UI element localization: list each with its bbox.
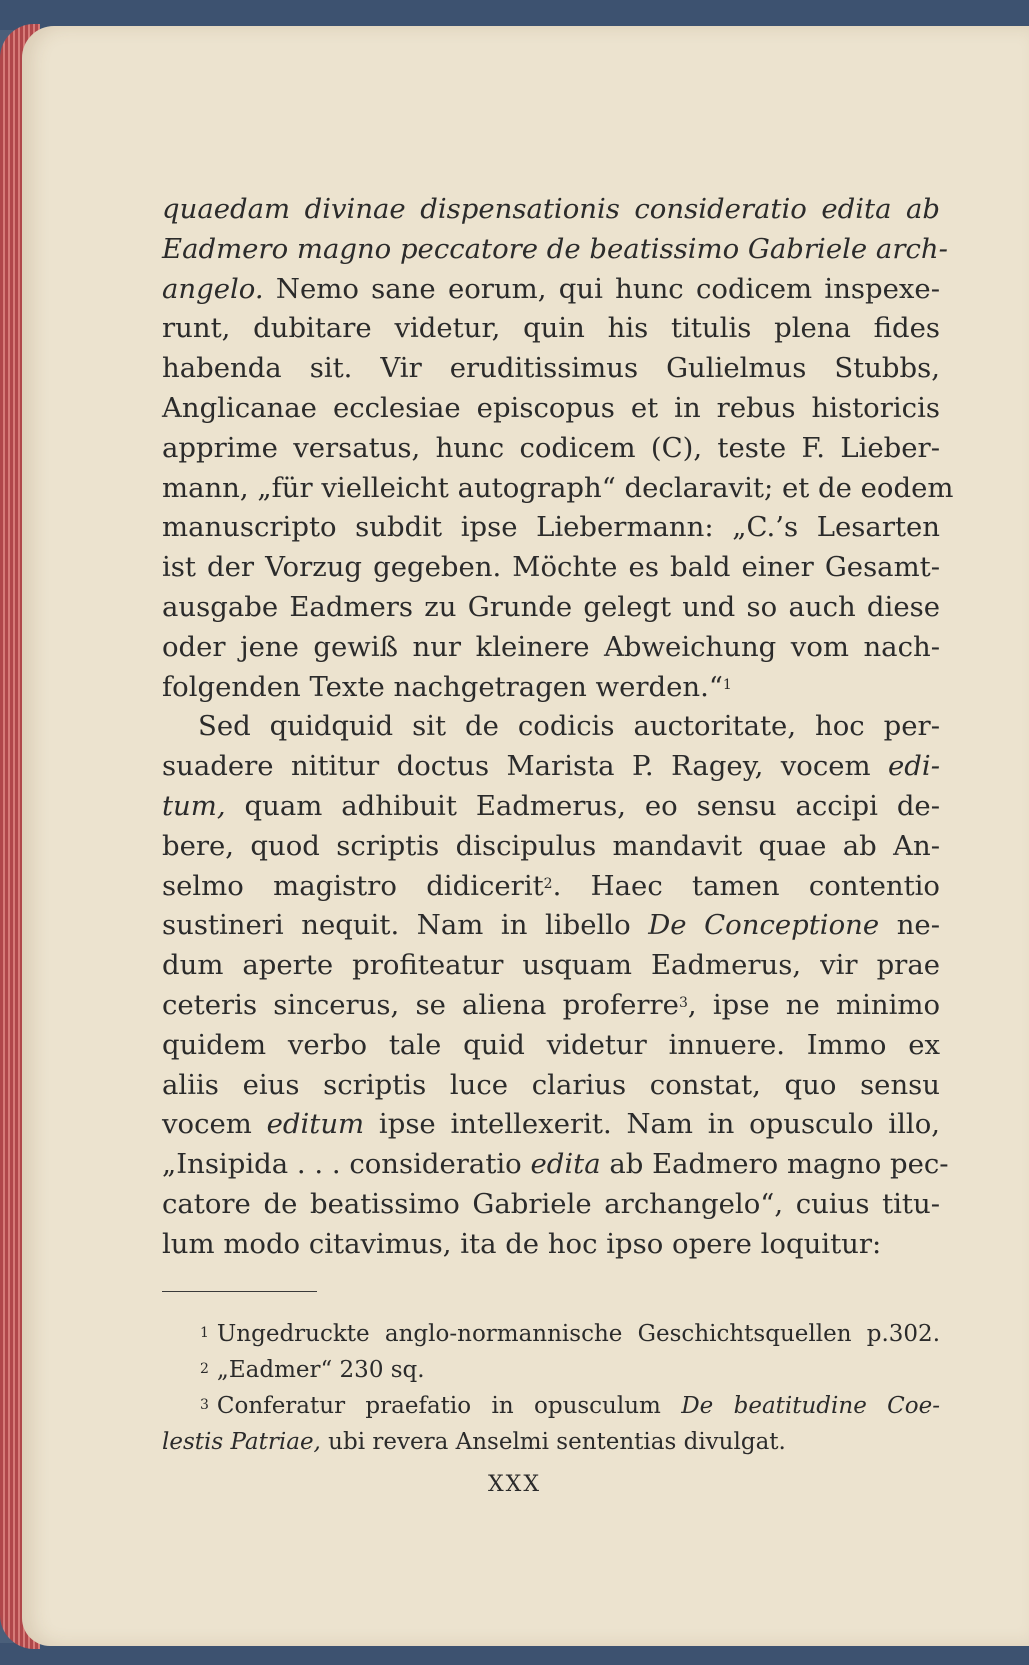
text-run: bere, quod scriptis discipulus mandavit quae ab An- xyxy=(162,829,940,862)
text-run: suadere nititur doctus Marista P. Ragey, vocem xyxy=(162,750,889,783)
text-line xyxy=(162,707,940,747)
text-line xyxy=(162,429,940,469)
body-text xyxy=(162,190,954,1265)
footnote-3-title-cont: lestis Patriae, xyxy=(162,1429,321,1455)
text-run: Nemo sane eorum, qui hunc codicem inspexe- xyxy=(263,272,940,305)
footnote-3-text-cont: ubi revera Anselmi sententias divulgat. xyxy=(320,1429,786,1455)
text-run: habenda sit. Vir eruditissimus Gulielmus Stubbs, xyxy=(162,352,940,385)
text-line xyxy=(162,1026,940,1066)
italic-text: De Conceptione xyxy=(648,909,880,942)
text-run: mann, „für vielleicht autograph“ declaravit; et de eodem xyxy=(162,471,954,504)
text-run: aliis eius scriptis luce clarius constat, quo sensu xyxy=(162,1068,940,1101)
footnote-ref: 1 xyxy=(722,676,732,693)
text-run: manuscripto subdit ipse Liebermann: „C.’s Lesarten xyxy=(162,511,940,544)
text-line xyxy=(162,588,940,628)
footnote-3-title: De beatitudine Coe- xyxy=(681,1393,940,1419)
text-line xyxy=(162,1145,949,1185)
footnote-3-continued xyxy=(162,1424,940,1460)
footnote-2 xyxy=(200,1352,940,1388)
text-run: ab Eadmero magno pec- xyxy=(600,1148,949,1181)
text-line xyxy=(162,349,940,389)
footnote-3-text: Conferatur praefatio in opusculum xyxy=(216,1393,682,1419)
text-line xyxy=(162,1185,940,1225)
text-run: ceteris sincerus, se aliena proferre xyxy=(162,988,679,1021)
text-run: , ipse ne minimo xyxy=(687,988,941,1021)
text-line xyxy=(162,1105,940,1145)
italic-text: Eadmero magno peccatore de beatissimo Gabriele arch- xyxy=(162,232,948,265)
text-line xyxy=(162,1225,940,1265)
text-run: oder jene gewiß nur kleinere Abweichung vom nach- xyxy=(162,630,940,663)
text-line xyxy=(162,787,940,827)
text-line xyxy=(162,827,940,867)
footnotes xyxy=(162,1316,940,1460)
text-line xyxy=(162,747,940,787)
footnote-ref: 2 xyxy=(543,875,553,892)
text-line xyxy=(162,628,940,668)
text-run: ist der Vorzug gegeben. Möchte es bald einer Gesamt- xyxy=(162,551,940,584)
text-run: sustineri nequit. Nam in libello xyxy=(162,909,649,942)
text-run: „Insipida . . . consideratio xyxy=(162,1148,531,1181)
text-line xyxy=(162,190,940,230)
text-run: folgenden Texte nachgetragen werden.“ xyxy=(162,670,723,703)
footnote-3 xyxy=(200,1388,940,1424)
text-run: ne- xyxy=(879,909,940,942)
text-line xyxy=(162,668,940,708)
book-cover-bottom xyxy=(0,1643,1029,1665)
text-line xyxy=(162,389,940,429)
text-run: ipse intellexerit. Nam in opusculo illo, xyxy=(364,1108,940,1141)
footnote-2-text: „Eadmer“ 230 sq. xyxy=(216,1357,425,1383)
footnote-3-number: 3 xyxy=(200,1397,209,1413)
text-run: Sed quidquid sit de codicis auctoritate, hoc per- xyxy=(198,710,940,743)
text-run: quam adhibuit Eadmerus, eo sensu accipi de- xyxy=(225,789,940,822)
text-run: ausgabe Eadmers zu Grunde gelegt und so auch diese xyxy=(162,590,940,623)
text-run: runt, dubitare videtur, quin his titulis plena fides xyxy=(162,312,940,345)
text-run: Anglicanae ecclesiae episcopus et in rebus historicis xyxy=(162,391,940,424)
footnote-2-number: 2 xyxy=(200,1361,209,1377)
text-line xyxy=(162,469,954,509)
footnote-1-number: 1 xyxy=(200,1325,209,1341)
page-number: XXX xyxy=(488,1472,541,1497)
italic-text: editum xyxy=(266,1108,365,1141)
footnote-1-text: Ungedruckte anglo-normannische Geschichtsquellen p.302. xyxy=(216,1321,940,1347)
italic-text: angelo. xyxy=(162,272,264,305)
text-run: quidem verbo tale quid videtur innuere. Immo ex xyxy=(162,1028,940,1061)
text-run: dum aperte profiteatur usquam Eadmerus, vir prae xyxy=(162,949,940,982)
footnote-ref: 3 xyxy=(678,994,688,1011)
text-run: vocem xyxy=(162,1108,267,1141)
text-line xyxy=(162,906,940,946)
text-line xyxy=(162,508,940,548)
footnote-rule xyxy=(162,1291,317,1292)
text-line xyxy=(162,309,940,349)
text-line xyxy=(162,548,940,588)
footnote-1 xyxy=(200,1316,940,1352)
text-run: selmo magistro didicerit xyxy=(162,869,544,902)
italic-text: edi- xyxy=(888,750,940,783)
italic-text: tum, xyxy=(162,789,226,822)
text-line xyxy=(162,986,940,1026)
text-line xyxy=(162,946,940,986)
text-run: apprime versatus, hunc codicem (C), teste F. Lieber- xyxy=(162,431,940,464)
text-line xyxy=(162,270,940,310)
text-run: catore de beatissimo Gabriele archangelo“, cuius titu- xyxy=(162,1187,940,1220)
italic-text: quaedam divinae dispensationis consideratio edita ab xyxy=(162,193,940,225)
text-run: . Haec tamen contentio xyxy=(552,869,940,902)
text-line xyxy=(162,230,948,270)
italic-text: edita xyxy=(530,1148,601,1181)
text-line xyxy=(162,1066,940,1106)
text-run: lum modo citavimus, ita de hoc ipso opere loquitur: xyxy=(162,1227,882,1260)
text-line xyxy=(162,867,940,907)
